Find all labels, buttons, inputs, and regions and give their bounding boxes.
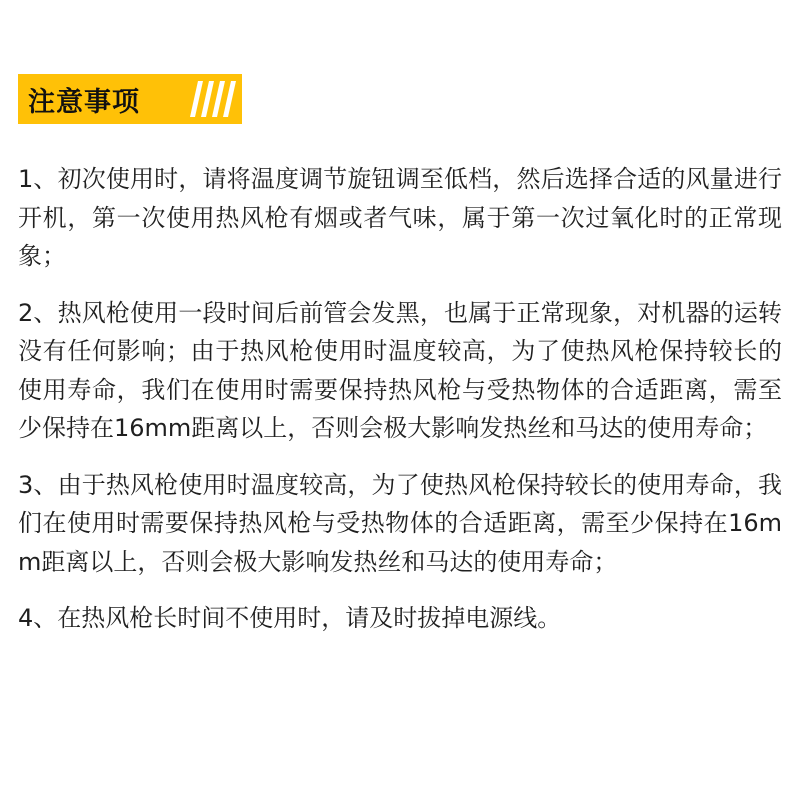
- note-paragraph-2: 2、热风枪使用一段时间后前管会发黑，也属于正常现象，对机器的运转没有任何影响；由于热风枪使用时温度较高，为了使热风枪保持较长的使用寿命，我们在使用时需要保持热风枪与受热物体的合适距离，需至少保持在16mm距离以上，否则会极大影响发热丝和马达的使用寿命；: [18, 298, 782, 442]
- note-paragraph-3: 3、由于热风枪使用时温度较高，为了使热风枪保持较长的使用寿命，我们在使用时需要保持热风枪与受热物体的合适距离，需至少保持在16mm距离以上，否则会极大影响发热丝和马达的使用寿命；: [18, 470, 782, 576]
- note-paragraph-1: 1、初次使用时，请将温度调节旋钮调至低档，然后选择合适的风量进行开机，第一次使用热风枪有烟或者气味，属于第一次过氧化时的正常现象；: [18, 165, 782, 270]
- section-title: 注意事项: [28, 86, 140, 118]
- section-header: [18, 74, 242, 124]
- note-paragraph-4: 4、在热风枪长时间不使用时，请及时拔掉电源线。: [18, 604, 562, 632]
- notes-content: [18, 160, 782, 656]
- diagonal-stripes-icon: [190, 81, 236, 117]
